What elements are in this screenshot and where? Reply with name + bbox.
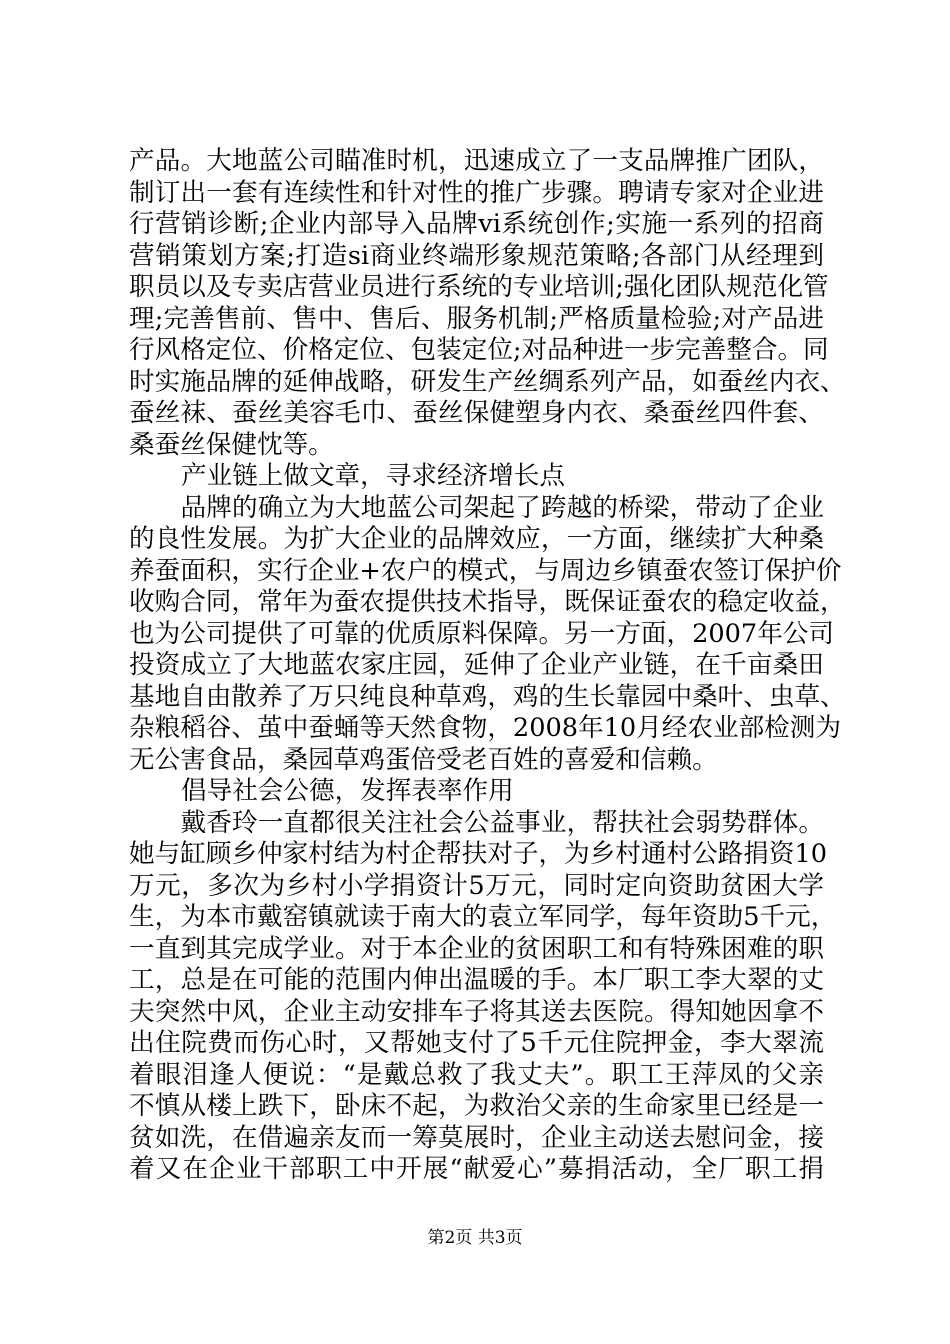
- document-body: [129, 146, 846, 1186]
- text-line: 着眼泪逢人便说：“是戴总救了我丈夫”。职工王萍凤的父亲: [129, 1059, 824, 1090]
- section-heading: 倡导社会公德，发挥表率作用: [181, 776, 514, 806]
- text-line: 蚕丝袜、蚕丝美容毛巾、蚕丝保健塑身内衣、桑蚕丝四件套、: [129, 398, 824, 428]
- text-line: 一直到其完成学业。对于本企业的贫困职工和有特殊困难的职: [129, 933, 824, 964]
- text-line: 戴香玲一直都很关注社会公益事业，帮扶社会弱势群体。: [129, 807, 824, 838]
- text-line: 着又在企业干部职工中开展“献爱心”募捐活动，全厂职工捐: [129, 1154, 824, 1184]
- text-line: 养蚕面积，实行企业+农户的模式，与周边乡镇蚕农签订保护价: [129, 555, 842, 586]
- text-line: 行风格定位、价格定位、包装定位;对品种进一步完善整合。同: [129, 335, 829, 365]
- text-line: 时实施品牌的延伸战略，研发生产丝绸系列产品，如蚕丝内衣、: [129, 366, 846, 397]
- text-line: 出住院费而伤心时，又帮她支付了5千元住院押金，李大翠流: [129, 1028, 824, 1058]
- page-number: 第2页 共3页: [427, 1228, 523, 1248]
- paragraph-1: [129, 146, 846, 461]
- text-line: 收购合同，常年为蚕农提供技术指导，既保证蚕农的稳定收益，: [129, 587, 846, 617]
- text-line: 无公害食品，桑园草鸡蛋倍受老百姓的喜爱和信赖。: [129, 744, 718, 775]
- text-line: 桑蚕丝保健忱等。: [129, 429, 334, 460]
- text-line: 营销策划方案;打造si商业终端形象规范策略;各部门从经理到: [129, 240, 824, 271]
- page-footer: [0, 1223, 950, 1248]
- section-heading: 产业链上做文章，寻求经济增长点: [181, 461, 565, 491]
- text-line: 生，为本市戴窑镇就读于南大的袁立军同学，每年资助5千元，: [129, 902, 837, 932]
- text-line: 基地自由散养了万只纯良种草鸡，鸡的生长靠园中桑叶、虫草、: [129, 681, 846, 712]
- text-line: 理;完善售前、售中、售后、服务机制;严格质量检验;对产品进: [129, 303, 824, 334]
- text-line: 万元，多次为乡村小学捐资计5万元，同时定向资助贫困大学: [129, 870, 824, 901]
- text-line: 产品。大地蓝公司瞄准时机，迅速成立了一支品牌推广团队，: [129, 146, 824, 176]
- text-line: 职员以及专卖店营业员进行系统的专业培训;强化团队规范化管: [129, 272, 829, 302]
- text-line: 也为公司提供了可靠的优质原料保障。另一方面，2007年公司: [129, 618, 834, 649]
- text-line: 投资成立了大地蓝农家庄园，延伸了企业产业链，在千亩桑田: [129, 650, 824, 680]
- text-line: 不慎从楼上跌下，卧床不起，为救治父亲的生命家里已经是一: [129, 1091, 824, 1121]
- text-line: 行营销诊断;企业内部导入品牌vi系统创作;实施一系列的招商: [129, 209, 824, 239]
- text-line: 品牌的确立为大地蓝公司架起了跨越的桥梁，带动了企业: [129, 492, 824, 523]
- text-line: 制订出一套有连续性和针对性的推广步骤。聘请专家对企业进: [129, 177, 824, 208]
- text-line: 贫如洗，在借遍亲友而一筹莫展时，企业主动送去慰问金，接: [129, 1122, 824, 1153]
- text-line: 她与缸顾乡仲家村结为村企帮扶对子，为乡村通村公路捐资10: [129, 839, 828, 869]
- text-line: 杂粮稻谷、茧中蚕蛹等天然食物，2008年10月经农业部检测为: [129, 713, 841, 743]
- paragraph-2: [129, 492, 846, 777]
- text-line: 夫突然中风，企业主动安排车子将其送去医院。得知她因拿不: [129, 996, 824, 1027]
- text-line: 的良性发展。为扩大企业的品牌效应，一方面，继续扩大种桑: [129, 524, 824, 554]
- text-line: 工，总是在可能的范围内伸出温暖的手。本厂职工李大翠的丈: [129, 965, 824, 995]
- paragraph-3: [129, 807, 837, 1186]
